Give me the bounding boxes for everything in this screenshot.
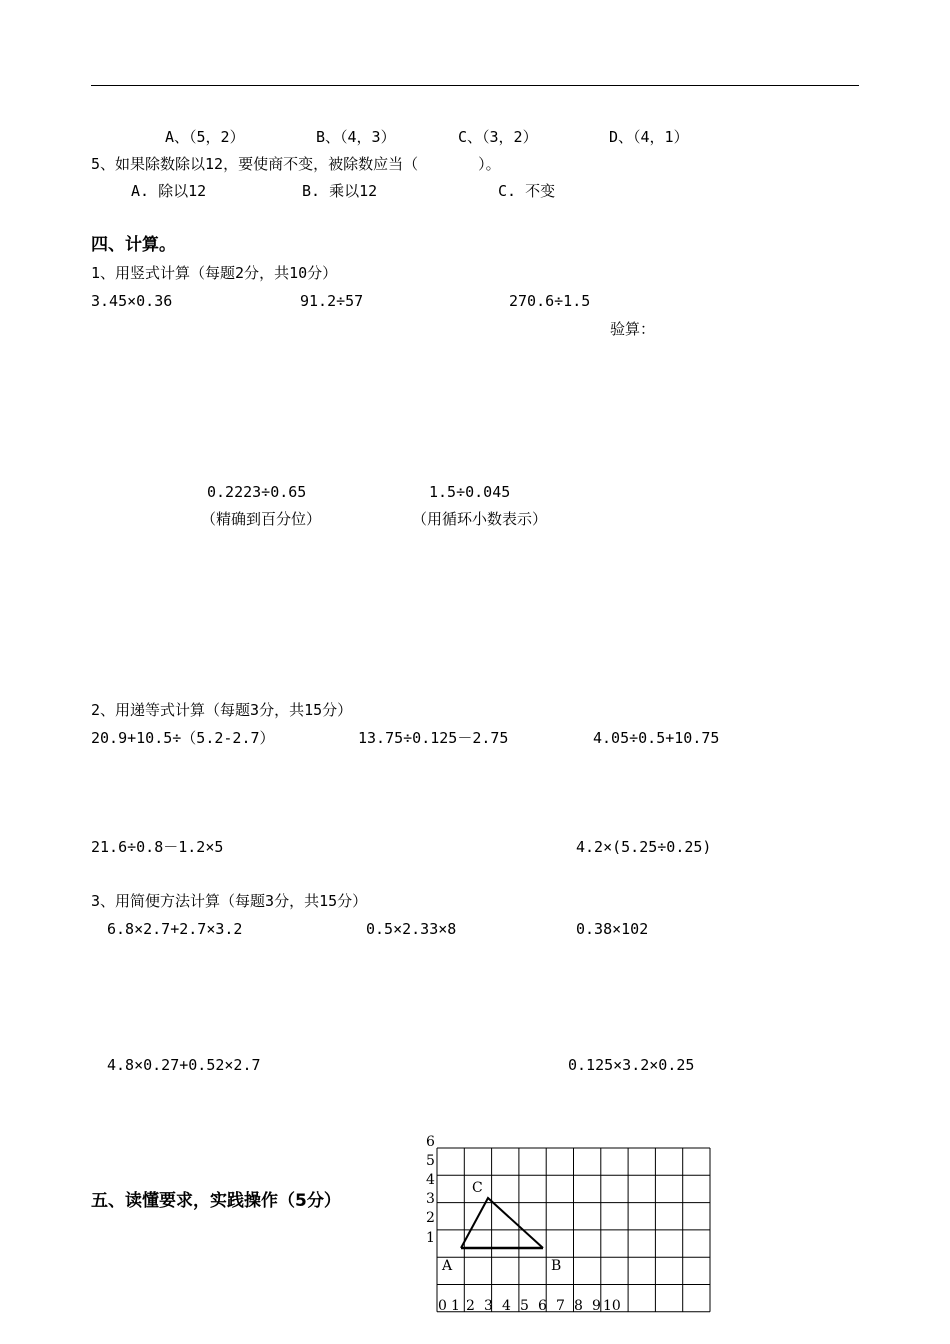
x-axis-label: 7 bbox=[556, 1298, 565, 1314]
y-axis-label: 6 bbox=[426, 1134, 435, 1150]
y-axis-label: 3 bbox=[426, 1191, 435, 1207]
part3-problem-3: 0.38×102 bbox=[576, 920, 649, 938]
q5-question: 5、如果除数除以12，要使商不变，被除数应当（ ）。 bbox=[91, 155, 501, 173]
triangle-sides bbox=[461, 1198, 543, 1248]
q5-option-a: A. 除以12 bbox=[131, 182, 207, 200]
point-c-label: C bbox=[472, 1180, 483, 1196]
q5-option-b: B. 乘以12 bbox=[302, 182, 378, 200]
part1-heading: 1、用竖式计算（每题2分，共10分） bbox=[91, 264, 338, 282]
part1-problem-5: 1.5÷0.045 bbox=[429, 483, 511, 501]
part2-problem-2: 13.75÷0.125－2.75 bbox=[358, 729, 509, 747]
x-axis-label: 8 bbox=[574, 1298, 583, 1314]
point-a-label: A bbox=[442, 1258, 453, 1274]
verify-label: 验算： bbox=[610, 320, 656, 338]
x-axis-label: 3 bbox=[484, 1298, 493, 1314]
y-axis-label: 1 bbox=[426, 1230, 435, 1246]
part3-heading: 3、用简便方法计算（每题3分，共15分） bbox=[91, 892, 368, 910]
x-axis-label: 2 bbox=[466, 1298, 475, 1314]
x-axis-label: 9 bbox=[592, 1298, 601, 1314]
point-b-label: B bbox=[551, 1258, 562, 1274]
x-axis-label: 6 bbox=[538, 1298, 547, 1314]
y-axis-labels bbox=[426, 1134, 435, 1246]
x-axis-label: 5 bbox=[520, 1298, 529, 1314]
section4-title: 四、计算。 bbox=[91, 235, 176, 255]
part3-problem-2: 0.5×2.33×8 bbox=[366, 920, 457, 938]
part2-problem-4: 21.6÷0.8－1.2×5 bbox=[91, 838, 224, 856]
q4-option-d: D、（4，1） bbox=[609, 128, 689, 146]
y-axis-label: 5 bbox=[426, 1153, 435, 1169]
x-axis-label: 4 bbox=[502, 1298, 511, 1314]
y-axis-label: 2 bbox=[426, 1210, 435, 1226]
part2-problem-3: 4.05÷0.5+10.75 bbox=[593, 729, 720, 747]
part2-heading: 2、用递等式计算（每题3分，共15分） bbox=[91, 701, 353, 719]
q5-option-c: C. 不变 bbox=[498, 182, 556, 200]
part1-problem-4-note: （精确到百分位） bbox=[201, 510, 322, 528]
x-axis-label: 1 bbox=[451, 1298, 460, 1314]
x-axis-label: 0 bbox=[438, 1298, 447, 1314]
part3-problem-1: 6.8×2.7+2.7×3.2 bbox=[107, 920, 243, 938]
part1-problem-3: 270.6÷1.5 bbox=[509, 292, 591, 310]
y-axis-label: 4 bbox=[426, 1172, 435, 1188]
section5-title: 五、读懂要求，实践操作（5分） bbox=[91, 1191, 341, 1211]
x-axis-label: 10 bbox=[603, 1298, 621, 1314]
coordinate-grid-svg bbox=[420, 1130, 720, 1344]
part1-problem-1: 3.45×0.36 bbox=[91, 292, 173, 310]
q4-option-a: A、（5，2） bbox=[165, 128, 245, 146]
q4-option-c: C、（3，2） bbox=[458, 128, 538, 146]
grid-lines bbox=[437, 1148, 710, 1312]
part3-problem-4: 4.8×0.27+0.52×2.7 bbox=[107, 1056, 261, 1074]
part2-problem-5: 4.2×(5.25÷0.25) bbox=[576, 838, 712, 856]
part3-problem-5: 0.125×3.2×0.25 bbox=[568, 1056, 695, 1074]
part1-problem-4: 0.2223÷0.65 bbox=[207, 483, 307, 501]
part2-problem-1: 20.9+10.5÷（5.2-2.7） bbox=[91, 729, 275, 747]
coordinate-grid bbox=[420, 1130, 720, 1344]
top-rule bbox=[91, 85, 859, 86]
q4-option-b: B、（4，3） bbox=[316, 128, 396, 146]
part1-problem-2: 91.2÷57 bbox=[300, 292, 364, 310]
part1-problem-5-note: （用循环小数表示） bbox=[412, 510, 548, 528]
